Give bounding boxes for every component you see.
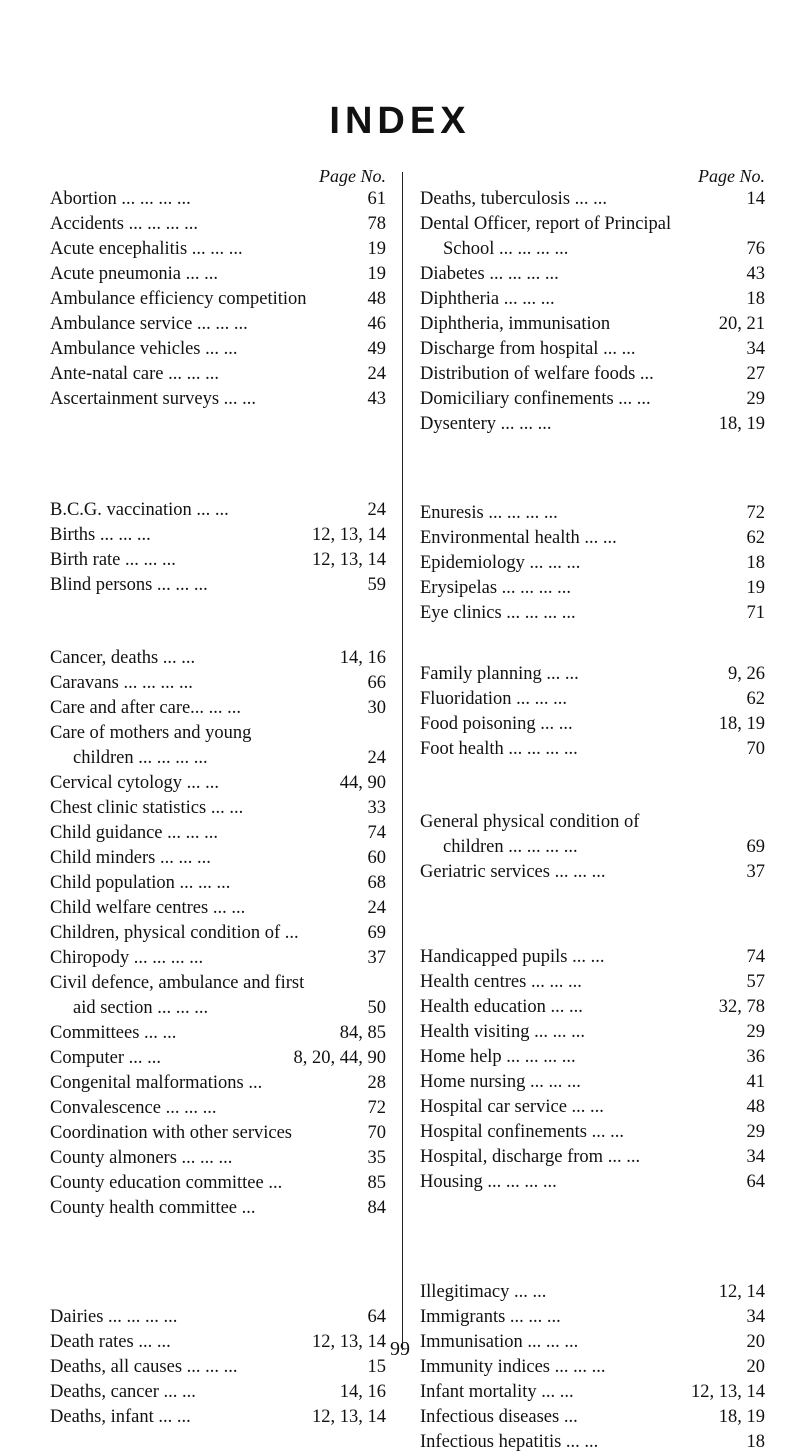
entry-page: 12, 13, 14	[312, 525, 386, 545]
entry-term: Home nursing ... ... ...	[420, 1072, 581, 1092]
entry-page: 29	[746, 1022, 765, 1042]
entry-page: 48	[367, 289, 386, 309]
entry-term: School ... ... ... ...	[443, 239, 569, 259]
entry-page: 8, 20, 44, 90	[293, 1048, 386, 1068]
entry-term: Health centres ... ... ...	[420, 972, 582, 992]
entry-term: B.C.G. vaccination ... ...	[50, 500, 229, 520]
index-entry	[50, 362, 386, 386]
entry-page: 12, 14	[718, 1282, 765, 1302]
entry-term: Immigrants ... ... ...	[420, 1307, 561, 1327]
entry-term: Immunisation ... ... ...	[420, 1332, 579, 1352]
entry-page: 19	[367, 239, 386, 259]
entry-page: 72	[746, 503, 765, 523]
index-entry	[420, 237, 765, 261]
entry-page: 15	[367, 1357, 386, 1377]
index-entry	[420, 1280, 765, 1304]
index-entry	[50, 212, 386, 236]
entry-page: 12, 13, 14	[312, 550, 386, 570]
entry-page: 12, 13, 14	[312, 1332, 386, 1352]
index-entry	[420, 712, 765, 736]
index-entry	[420, 737, 765, 761]
index-entry	[50, 696, 386, 720]
index-entry	[420, 601, 765, 625]
entry-page: 12, 13, 14	[312, 1407, 386, 1427]
entry-term: Diabetes ... ... ... ...	[420, 264, 559, 284]
entry-term: Chest clinic statistics ... ...	[50, 798, 244, 818]
index-entry	[50, 187, 386, 211]
entry-page: 35	[367, 1148, 386, 1168]
column-divider	[402, 172, 403, 1350]
entry-term: Home help ... ... ... ...	[420, 1047, 576, 1067]
index-entry	[50, 721, 386, 745]
entry-page: 34	[746, 1147, 765, 1167]
entry-term: Child population ... ... ...	[50, 873, 231, 893]
entry-term: children ... ... ... ...	[443, 837, 578, 857]
entry-term: Dental Officer, report of Principal	[420, 214, 672, 234]
entry-term: Infant mortality ... ...	[420, 1382, 574, 1402]
entry-term: Child welfare centres ... ...	[50, 898, 246, 918]
index-entry	[420, 1070, 765, 1094]
entry-page: 33	[367, 798, 386, 818]
page-no-header: Page No.	[698, 166, 765, 186]
entry-term: Ante-natal care ... ... ...	[50, 364, 219, 384]
index-entry	[50, 846, 386, 870]
entry-term: Dysentery ... ... ...	[420, 414, 552, 434]
index-entry	[50, 796, 386, 820]
index-entry	[50, 548, 386, 572]
entry-page: 18	[746, 1432, 765, 1452]
index-entry	[50, 312, 386, 336]
index-entry	[420, 262, 765, 286]
entry-page: 69	[367, 923, 386, 943]
entry-term: Discharge from hospital ... ...	[420, 339, 636, 359]
entry-term: Environmental health ... ...	[420, 528, 617, 548]
entry-page: 36	[746, 1047, 765, 1067]
entry-term: Care of mothers and young	[50, 723, 252, 743]
index-entry	[50, 1171, 386, 1195]
entry-term: General physical condition of	[420, 812, 640, 832]
entry-term: Illegitimacy ... ...	[420, 1282, 547, 1302]
index-entry	[50, 1146, 386, 1170]
entry-page: 84	[367, 1198, 386, 1218]
entry-page: 28	[367, 1073, 386, 1093]
index-entry	[420, 1170, 765, 1194]
index-entry	[420, 501, 765, 525]
entry-term: Food poisoning ... ...	[420, 714, 573, 734]
entry-term: Infectious hepatitis ... ...	[420, 1432, 599, 1452]
index-entry	[420, 687, 765, 711]
entry-page: 68	[367, 873, 386, 893]
page-no-header: Page No.	[319, 166, 386, 186]
index-entry	[50, 523, 386, 547]
entry-page: 50	[367, 998, 386, 1018]
entry-page: 43	[746, 264, 765, 284]
entry-page: 48	[746, 1097, 765, 1117]
entry-term: Hospital car service ... ...	[420, 1097, 604, 1117]
entry-term: Civil defence, ambulance and first	[50, 973, 305, 993]
index-entry	[420, 662, 765, 686]
entry-term: Congenital malformations ...	[50, 1073, 263, 1093]
entry-term: Cancer, deaths ... ...	[50, 648, 196, 668]
entry-term: Geriatric services ... ... ...	[420, 862, 606, 882]
entry-page: 70	[746, 739, 765, 759]
entry-page: 14, 16	[339, 648, 386, 668]
index-entry	[50, 387, 386, 411]
entry-page: 18, 19	[718, 714, 765, 734]
index-entry	[50, 1021, 386, 1045]
entry-term: County education committee ...	[50, 1173, 283, 1193]
entry-term: Caravans ... ... ... ...	[50, 673, 193, 693]
index-entry	[420, 1120, 765, 1144]
entry-term: Accidents ... ... ... ...	[50, 214, 198, 234]
index-entry	[420, 1045, 765, 1069]
entry-page: 37	[746, 862, 765, 882]
entry-page: 18, 19	[718, 1407, 765, 1427]
index-entry	[50, 746, 386, 770]
index-entry	[50, 946, 386, 970]
entry-page: 18, 19	[718, 414, 765, 434]
entry-term: Convalescence ... ... ...	[50, 1098, 217, 1118]
index-entry	[420, 860, 765, 884]
index-entry	[50, 1071, 386, 1095]
index-entry	[420, 945, 765, 969]
entry-term: Care and after care... ... ...	[50, 698, 242, 718]
entry-page: 62	[746, 689, 765, 709]
entry-page: 18	[746, 553, 765, 573]
entry-page: 30	[367, 698, 386, 718]
entry-term: Deaths, tuberculosis ... ...	[420, 189, 608, 209]
entry-term: Hospital, discharge from ... ...	[420, 1147, 641, 1167]
index-entry	[420, 1305, 765, 1329]
index-entry	[50, 821, 386, 845]
index-entry	[420, 287, 765, 311]
index-entry	[420, 551, 765, 575]
entry-page: 49	[367, 339, 386, 359]
index-entry	[420, 362, 765, 386]
index-entry	[420, 995, 765, 1019]
index-entry	[420, 387, 765, 411]
index-entry	[420, 810, 765, 834]
entry-page: 64	[746, 1172, 765, 1192]
entry-page: 9, 26	[728, 664, 765, 684]
index-entry	[420, 526, 765, 550]
entry-page: 61	[367, 189, 386, 209]
entry-page: 12, 13, 14	[691, 1382, 765, 1402]
entry-page: 84, 85	[339, 1023, 386, 1043]
entry-page: 20, 21	[718, 314, 765, 334]
entry-page: 32, 78	[718, 997, 765, 1017]
entry-term: Ascertainment surveys ... ...	[50, 389, 257, 409]
entry-page: 85	[367, 1173, 386, 1193]
entry-term: Child minders ... ... ...	[50, 848, 211, 868]
page-title: INDEX	[329, 100, 471, 142]
entry-term: Erysipelas ... ... ... ...	[420, 578, 572, 598]
entry-term: Acute encephalitis ... ... ...	[50, 239, 243, 259]
entry-page: 66	[367, 673, 386, 693]
entry-term: Health visiting ... ... ...	[420, 1022, 585, 1042]
entry-page: 24	[367, 500, 386, 520]
entry-page: 18	[746, 289, 765, 309]
entry-term: Epidemiology ... ... ...	[420, 553, 581, 573]
entry-page: 24	[367, 364, 386, 384]
entry-term: Birth rate ... ... ...	[50, 550, 176, 570]
index-entry	[50, 1046, 386, 1070]
index-entry	[420, 212, 765, 236]
entry-term: Computer ... ...	[50, 1048, 161, 1068]
index-entry	[50, 921, 386, 945]
entry-page: 76	[746, 239, 765, 259]
index-entry	[50, 573, 386, 597]
entry-page: 14, 16	[339, 1382, 386, 1402]
entry-page: 72	[367, 1098, 386, 1118]
entry-term: Foot health ... ... ... ...	[420, 739, 578, 759]
index-entry	[50, 996, 386, 1020]
entry-page: 19	[367, 264, 386, 284]
entry-term: Deaths, infant ... ...	[50, 1407, 191, 1427]
entry-term: Acute pneumonia ... ...	[50, 264, 218, 284]
entry-term: Infectious diseases ...	[420, 1407, 578, 1427]
entry-term: Health education ... ...	[420, 997, 583, 1017]
index-entry	[420, 1020, 765, 1044]
entry-page: 74	[367, 823, 386, 843]
entry-term: Distribution of welfare foods ...	[420, 364, 654, 384]
entry-page: 24	[367, 898, 386, 918]
index-entry	[50, 262, 386, 286]
entry-page: 71	[746, 603, 765, 623]
entry-term: Ambulance vehicles ... ...	[50, 339, 238, 359]
index-entry	[50, 971, 386, 995]
index-entry	[50, 1405, 386, 1429]
index-entry	[50, 337, 386, 361]
entry-page: 46	[367, 314, 386, 334]
page-number: 99	[390, 1338, 410, 1360]
index-entry	[50, 498, 386, 522]
index-entry	[50, 1380, 386, 1404]
entry-term: County almoners ... ... ...	[50, 1148, 233, 1168]
entry-page: 19	[746, 578, 765, 598]
entry-term: Abortion ... ... ... ...	[50, 189, 191, 209]
entry-term: Coordination with other services	[50, 1123, 292, 1143]
entry-page: 70	[367, 1123, 386, 1143]
entry-page: 60	[367, 848, 386, 868]
entry-term: Children, physical condition of ...	[50, 923, 299, 943]
entry-term: Hospital confinements ... ...	[420, 1122, 624, 1142]
entry-term: Eye clinics ... ... ... ...	[420, 603, 576, 623]
entry-page: 78	[367, 214, 386, 234]
entry-term: Ambulance efficiency competition	[50, 289, 307, 309]
entry-page: 57	[746, 972, 765, 992]
entry-term: Child guidance ... ... ...	[50, 823, 219, 843]
entry-page: 34	[746, 339, 765, 359]
entry-page: 37	[367, 948, 386, 968]
entry-term: Diphtheria, immunisation	[420, 314, 611, 334]
entry-term: Domiciliary confinements ... ...	[420, 389, 651, 409]
entry-page: 59	[367, 575, 386, 595]
entry-term: Deaths, cancer ... ...	[50, 1382, 196, 1402]
index-entry	[50, 771, 386, 795]
index-entry	[50, 1121, 386, 1145]
entry-page: 20	[746, 1332, 765, 1352]
index-entry	[50, 237, 386, 261]
entry-page: 34	[746, 1307, 765, 1327]
index-entry	[420, 412, 765, 436]
index-entry	[420, 1405, 765, 1429]
index-entry	[50, 1305, 386, 1329]
index-entry	[420, 187, 765, 211]
entry-page: 29	[746, 389, 765, 409]
index-entry	[50, 646, 386, 670]
index-entry	[420, 312, 765, 336]
index-entry	[420, 337, 765, 361]
index-column-right	[420, 165, 765, 1452]
entry-term: Dairies ... ... ... ...	[50, 1307, 178, 1327]
entry-term: Cervical cytology ... ...	[50, 773, 220, 793]
index-entry	[50, 287, 386, 311]
entry-term: Committees ... ...	[50, 1023, 177, 1043]
entry-term: aid section ... ... ...	[73, 998, 209, 1018]
index-entry	[420, 1095, 765, 1119]
entry-page: 29	[746, 1122, 765, 1142]
entry-term: Diphtheria ... ... ...	[420, 289, 555, 309]
entry-term: Chiropody ... ... ... ...	[50, 948, 204, 968]
entry-term: Handicapped pupils ... ...	[420, 947, 605, 967]
entry-term: Ambulance service ... ... ...	[50, 314, 248, 334]
index-entry	[50, 896, 386, 920]
index-entry	[50, 671, 386, 695]
entry-term: County health committee ...	[50, 1198, 256, 1218]
entry-page: 69	[746, 837, 765, 857]
entry-term: Blind persons ... ... ...	[50, 575, 208, 595]
entry-page: 20	[746, 1357, 765, 1377]
entry-term: Housing ... ... ... ...	[420, 1172, 557, 1192]
index-entry	[50, 1196, 386, 1220]
entry-term: Family planning ... ...	[420, 664, 579, 684]
index-entry	[420, 1145, 765, 1169]
entry-term: Births ... ... ...	[50, 525, 151, 545]
index-entry	[420, 835, 765, 859]
entry-page: 62	[746, 528, 765, 548]
entry-term: Immunity indices ... ... ...	[420, 1357, 606, 1377]
entry-page: 43	[367, 389, 386, 409]
index-column-left	[50, 165, 386, 1427]
entry-page: 64	[367, 1307, 386, 1327]
entry-page: 41	[746, 1072, 765, 1092]
entry-page: 44, 90	[339, 773, 386, 793]
entry-term: Enuresis ... ... ... ...	[420, 503, 558, 523]
index-entry	[50, 1096, 386, 1120]
entry-page: 24	[367, 748, 386, 768]
entry-page: 74	[746, 947, 765, 967]
index-entry	[420, 576, 765, 600]
index-entry	[420, 1380, 765, 1404]
index-entry	[420, 970, 765, 994]
index-entry	[50, 871, 386, 895]
entry-page: 14	[746, 189, 765, 209]
entry-term: Death rates ... ...	[50, 1332, 171, 1352]
entry-term: Fluoridation ... ... ...	[420, 689, 567, 709]
entry-page: 27	[746, 364, 765, 384]
index-entry	[420, 1430, 765, 1454]
entry-term: Deaths, all causes ... ... ...	[50, 1357, 238, 1377]
entry-term: children ... ... ... ...	[73, 748, 208, 768]
